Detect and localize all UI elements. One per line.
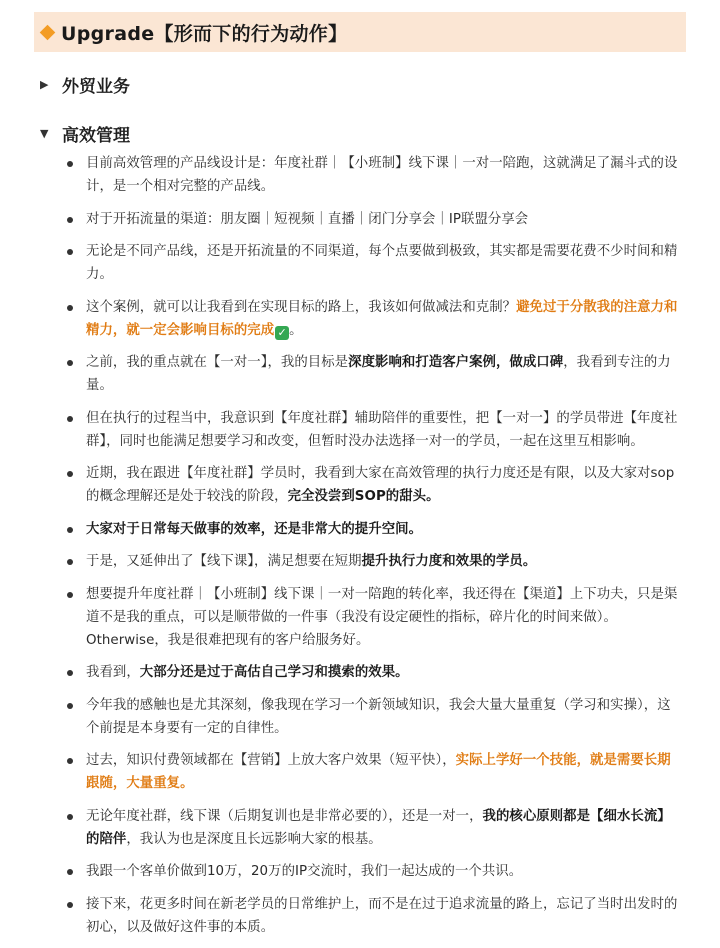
- list-item: 近期，我在跟进【年度社群】学员时，我看到大家在高效管理的执行力度还是有限，以及大家对sop的概念理解还是处于较浅的阶段，完全没尝到SOP的甜头。: [66, 462, 684, 508]
- list-item: 过去，知识付费领域都在【营销】上放大客户效果（短平快），实际上学好一个技能，就是需要长期跟随，大量重复。: [66, 749, 684, 795]
- list-item: 想要提升年度社群｜【小班制】线下课｜一对一陪跑的转化率，我还得在【渠道】上下功夫，只是渠道不是我的重点，可以是顺带做的一件事（我没有设定硬性的指标，碎片化的时间来做）。Otherwise，我是很难把现有的客户给服务好。: [66, 583, 684, 652]
- highlight-text: 避免过于分散我的注意力和精力，就一定会影响目标的完成: [86, 299, 678, 338]
- orange-diamond-icon: [40, 24, 56, 40]
- list-item: 之前，我的重点就在【一对一】，我的目标是深度影响和打造客户案例，做成口碑，我看到专注的力量。: [66, 351, 684, 397]
- bullet-list: [66, 152, 684, 948]
- bold-text: 提升执行力度和效果的学员。: [361, 554, 537, 569]
- section-heading-text: Upgrade【形而下的行为动作】: [61, 22, 348, 45]
- highlight-text: 实际上学好一个技能，就是需要长期跟随，大量重复。: [86, 753, 671, 791]
- list-item: 无论是不同产品线，还是开拓流量的不同渠道，每个点要做到极致，其实都是需要花费不少时间和精力。: [66, 240, 684, 286]
- triangle-down-icon[interactable]: ▼: [40, 127, 49, 140]
- bold-text: 完全没尝到SOP的甜头。: [287, 489, 440, 504]
- list-item: 我看到，大部分还是过于高估自己学习和摸索的效果。: [66, 661, 684, 684]
- list-item: 今年我的感触也是尤其深刻，像我现在学习一个新领域知识，我会大量大量重复（学习和实操），这个前提是本身要有一定的自律性。: [66, 694, 684, 740]
- bold-text: 大家对于日常每天做事的效率，还是非常大的提升空间。: [86, 521, 423, 537]
- list-item: 接下来，花更多时间在新老学员的日常维护上，而不是在过于追求流量的路上，忘记了当时出发时的初心，以及做好这件事的本质。: [66, 893, 684, 939]
- list-item: 这个案例，就可以让我看到在实现目标的路上，我该如何做减法和克制？避免过于分散我的注意力和精力，就一定会影响目标的完成 ✓ 。: [66, 296, 684, 342]
- list-item: [66, 518, 684, 541]
- bold-text: 我的核心原则都是【细水长流】的陪伴: [86, 808, 671, 847]
- list-item: 无论年度社群，线下课（后期复训也是非常必要的），还是一对一，我的核心原则都是【细水长流】的陪伴，我认为也是深度且长远影响大家的根基。: [66, 805, 684, 851]
- list-item: 对于开拓流量的渠道：朋友圈｜短视频｜直播｜闭门分享会｜IP联盟分享会: [66, 208, 684, 231]
- list-item: 但在执行的过程当中，我意识到【年度社群】辅助陪伴的重要性，把【一对一】的学员带进【年度社群】，同时也能满足想要学习和改变，但暂时没办法选择一对一的学员，一起在这里互相影响。: [66, 407, 684, 453]
- toggle-trade-business[interactable]: [40, 72, 130, 97]
- toggle-label-management: 高效管理: [62, 126, 130, 146]
- toggle-efficient-management[interactable]: [40, 121, 130, 146]
- bold-text: 深度影响和打造客户案例，做成口碑: [348, 355, 564, 370]
- bold-text: 大部分还是过于高估自己学习和摸索的效果。: [139, 665, 409, 680]
- check-mark-emoji-icon: ✓: [275, 326, 289, 340]
- list-item: 我跟一个客单价做到10万，20万的IP交流时，我们一起达成的一个共识。: [66, 860, 684, 883]
- list-item: 于是，又延伸出了【线下课】，满足想要在短期提升执行力度和效果的学员。: [66, 550, 684, 573]
- toggle-label-trade: 外贸业务: [62, 77, 130, 97]
- section-heading: [34, 12, 686, 52]
- triangle-right-icon[interactable]: ▶: [40, 78, 49, 91]
- list-item: 目前高效管理的产品线设计是：年度社群｜【小班制】线下课｜一对一陪跑，这就满足了漏斗式的设计，是一个相对完整的产品线。: [66, 152, 684, 198]
